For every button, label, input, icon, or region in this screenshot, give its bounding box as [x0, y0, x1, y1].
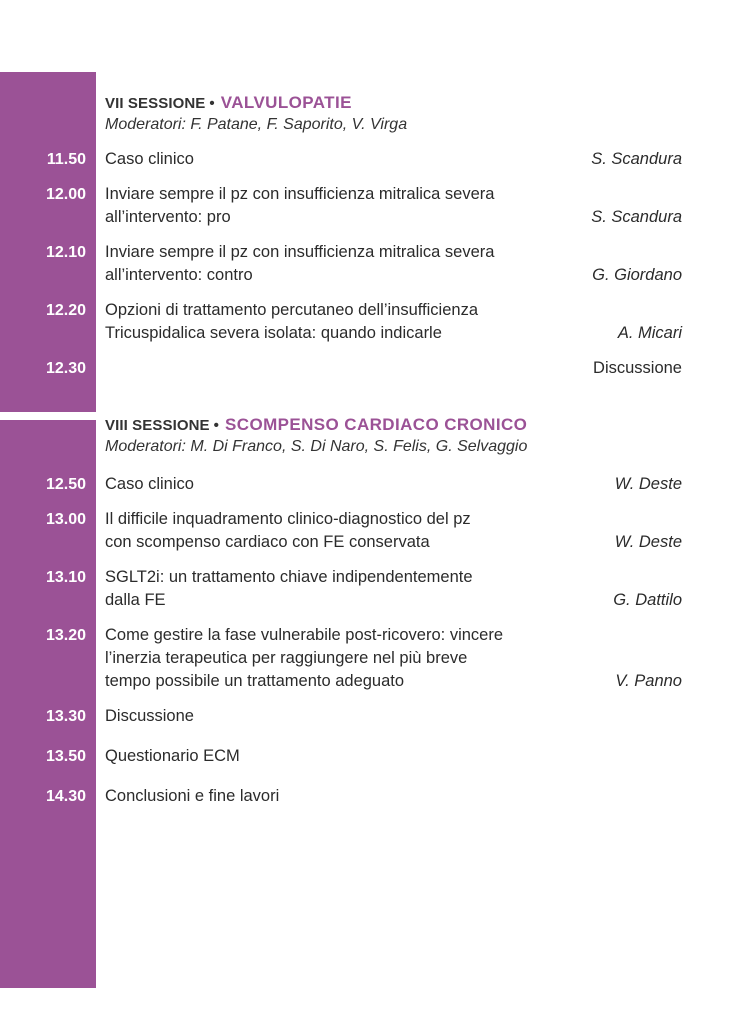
agenda-topic: Discussione [105, 707, 194, 725]
agenda-speaker: G. Dattilo [613, 591, 682, 609]
agenda-time: 13.30 [45, 708, 86, 725]
agenda-time: 14.30 [45, 788, 86, 805]
session-title: SCOMPENSO CARDIACO CRONICO [225, 415, 528, 434]
agenda-discussion: Discussione [593, 359, 682, 377]
agenda-topic: Caso clinico [105, 475, 194, 493]
agenda-row [0, 183, 731, 229]
agenda-topic [105, 357, 585, 380]
agenda-row [0, 745, 731, 768]
agenda-topic: Opzioni di trattamento percutaneo dell’insufficienza Tricuspidalica severa isolata: quando indicarle [105, 301, 478, 342]
agenda-row [0, 299, 731, 345]
agenda-time: 12.30 [45, 360, 86, 377]
agenda-topic: Conclusioni e fine lavori [105, 787, 280, 805]
agenda-time: 12.00 [45, 186, 86, 203]
agenda-time: 12.10 [45, 244, 86, 261]
agenda-topic: Il difficile inquadramento clinico-diagnostico del pz con scompenso cardiaco con FE conservata [105, 510, 471, 551]
session-viii [0, 414, 731, 808]
session-title: VALVULOPATIE [220, 93, 352, 112]
session-moderators: Moderatori: F. Patane, F. Saporito, V. Virga [105, 116, 408, 133]
agenda-topic: Questionario ECM [105, 747, 240, 765]
session-header [105, 414, 731, 436]
agenda-row [0, 148, 731, 171]
agenda-topic: SGLT2i: un trattamento chiave indipendentemente dalla FE [105, 568, 473, 609]
agenda-row [0, 357, 731, 380]
agenda-time: 13.20 [45, 627, 86, 644]
agenda-row [0, 241, 731, 287]
bullet-icon: • [209, 95, 215, 112]
bullet-icon: • [213, 417, 220, 434]
agenda-row [0, 785, 731, 808]
agenda-topic: Come gestire la fase vulnerabile post-ricovero: vincere l’inerzia terapeutica per raggiungere nel più breve tempo possibile un trattamento adeguato [105, 626, 504, 690]
agenda-row [0, 508, 731, 554]
agenda-time: 12.50 [45, 476, 86, 493]
agenda-speaker: S. Scandura [591, 208, 682, 226]
agenda-time: 13.10 [45, 569, 86, 586]
agenda-topic: Inviare sempre il pz con insufficienza mitralica severa all’intervento: pro [105, 185, 495, 226]
agenda-time: 12.20 [45, 302, 86, 319]
session-moderators: Moderatori: M. Di Franco, S. Di Naro, S. Felis, G. Selvaggio [105, 438, 528, 455]
agenda-speaker: V. Panno [615, 672, 682, 690]
agenda-topic: Caso clinico [105, 150, 194, 168]
agenda-speaker: W. Deste [614, 475, 682, 493]
agenda-speaker: A. Micari [617, 324, 682, 342]
agenda-topic: Inviare sempre il pz con insufficienza mitralica severa all’intervento: contro [105, 243, 495, 284]
agenda-speaker: S. Scandura [591, 150, 682, 168]
session-header [105, 92, 731, 114]
session-label: VII SESSIONE [105, 95, 206, 112]
agenda-row [0, 566, 731, 612]
agenda-row [0, 473, 731, 496]
session-vii [0, 92, 731, 380]
agenda-speaker: G. Giordano [592, 266, 682, 284]
agenda-time: 11.50 [46, 151, 86, 168]
agenda-row [0, 624, 731, 693]
agenda-time: 13.50 [45, 748, 86, 765]
agenda-row [0, 705, 731, 728]
agenda-time: 13.00 [45, 511, 86, 528]
session-label: VIII SESSIONE [105, 417, 210, 434]
agenda-speaker: W. Deste [614, 533, 682, 551]
